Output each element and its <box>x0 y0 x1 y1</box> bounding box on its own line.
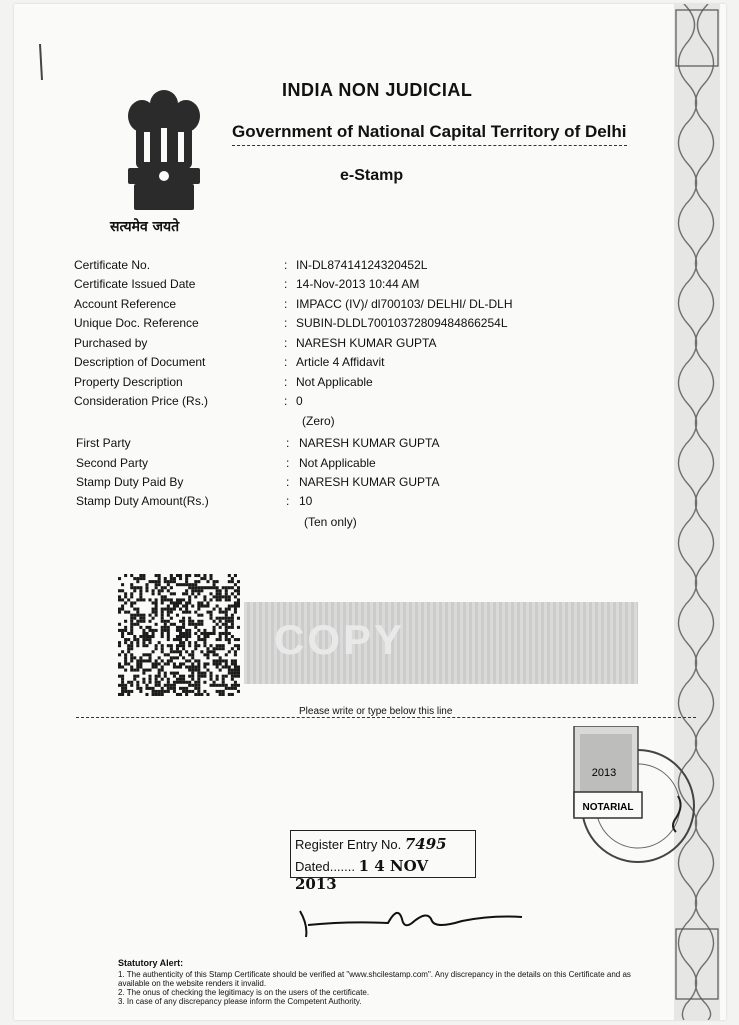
notary-year: 2013 <box>591 767 617 779</box>
state-emblem-icon <box>114 84 214 214</box>
value-first-party: NARESH KUMAR GUPTA <box>299 436 440 450</box>
title-estamp: e-Stamp <box>340 167 404 184</box>
register-entry-stamp: Register Entry No. 7495 Dated....... 1 4 NOV 2013 <box>290 830 476 878</box>
scan-mark-icon <box>30 42 48 82</box>
register-dated-value: 1 4 NOV 2013 <box>295 857 429 893</box>
statutory-alert-title: Statutory Alert: <box>118 958 184 968</box>
label-description-of-document: Description of Document <box>74 355 206 369</box>
statutory-alert <box>118 959 638 1006</box>
statutory-alert-item: 1. The authenticity of this Stamp Certificate should be verified at "www.shcilestamp.com". Any discrepancy in the details on this Certificate and as available on the website renders it invalid. <box>118 970 631 988</box>
statutory-alert-item: 3. In case of any discrepancy please inform the Competent Authority. <box>118 997 362 1006</box>
label-stamp-duty-amount: Stamp Duty Amount(Rs.) <box>76 494 209 508</box>
value-certificate-no: IN-DL87414124320452L <box>296 258 428 272</box>
stamp-paper: सत्यमेव जयते INDIA NON JUDICIAL Government of National Capital Territory of Delhi e-Stamp Certificate No. : IN-DL87414124320452L Certificate Issued Date : 14-Nov-2013 10:44 AM Account Reference : IMPACC (IV)/ dl700103/ DELHI/ DL-DLH Unique Doc. Reference : SUBIN-DLDL70010372809484866254L Purchased by : NARESH KUMAR GUPTA Description of Document : Article 4 Affidavit Property Description : Not Applicable Consideration Price (Rs.) : 0 (Zero) First Party : NARESH KUMAR GUPTA Second Party : Not Applicable Stamp Duty Paid By : NARESH KUMAR GUPTA Stamp Duty Amount(Rs.) : 10 (Ten only) COPY Please write or type below this line NOTARIAL 2013 Register Entry No. 7495 Dated....... 1 4 NOV 2013 Statutory Alert: 1. The authenticity of this Stamp Certificate should be verified at "www.shcilestamp.com". Any discrepancy in the details on this Certificate and as available on the website renders it invalid. 2. The onus of checking the legitimacy is on the users of the certificate. 3. In case of any discrepancy please inform the Competent Authority. <box>14 4 726 1020</box>
value-stamp-duty-words: (Ten only) <box>304 515 357 529</box>
label-consideration-price: Consideration Price (Rs.) <box>74 394 209 408</box>
label-first-party: First Party <box>76 436 131 450</box>
value-second-party: Not Applicable <box>299 456 376 470</box>
statutory-alert-item: 2. The onus of checking the legitimacy is on the users of the certificate. <box>118 988 370 997</box>
emblem-caption: सत्यमेव जयते <box>110 219 180 235</box>
notary-seal-icon <box>562 726 698 866</box>
write-below-divider <box>76 717 696 718</box>
register-dated-label: Dated <box>295 859 330 874</box>
value-stamp-duty-paid-by: NARESH KUMAR GUPTA <box>299 475 440 489</box>
value-unique-doc-reference: SUBIN-DLDL70010372809484866254L <box>296 316 508 330</box>
title-india-non-judicial: INDIA NON JUDICIAL <box>282 80 473 100</box>
copy-watermark: COPY <box>274 616 406 663</box>
ornamental-border <box>674 4 720 1020</box>
title-government: Government of National Capital Territory of Delhi <box>232 122 627 146</box>
label-stamp-duty-paid-by: Stamp Duty Paid By <box>76 475 184 489</box>
label-property-description: Property Description <box>74 375 183 389</box>
label-unique-doc-reference: Unique Doc. Reference <box>74 316 199 330</box>
qr-code-icon <box>118 574 240 696</box>
notary-text: NOTARIAL <box>582 802 634 813</box>
label-purchased-by: Purchased by <box>74 336 148 350</box>
value-consideration-words: (Zero) <box>302 414 335 428</box>
register-entry-label: Register Entry No. <box>295 837 402 852</box>
value-issued-date: 14-Nov-2013 10:44 AM <box>296 277 420 291</box>
value-property-description: Not Applicable <box>296 375 373 389</box>
write-below-label: Please write or type below this line <box>296 706 455 717</box>
label-account-reference: Account Reference <box>74 297 177 311</box>
signature-icon <box>296 899 526 939</box>
value-consideration-price: 0 <box>296 394 303 408</box>
value-purchased-by: NARESH KUMAR GUPTA <box>296 336 437 350</box>
value-account-reference: IMPACC (IV)/ dl700103/ DELHI/ DL-DLH <box>296 297 513 311</box>
label-certificate-no: Certificate No. <box>74 258 151 272</box>
value-description-of-document: Article 4 Affidavit <box>296 355 385 369</box>
label-issued-date: Certificate Issued Date <box>74 277 196 291</box>
register-entry-value: 7495 <box>404 835 447 853</box>
label-second-party: Second Party <box>76 456 149 470</box>
value-stamp-duty-amount: 10 <box>299 494 313 508</box>
